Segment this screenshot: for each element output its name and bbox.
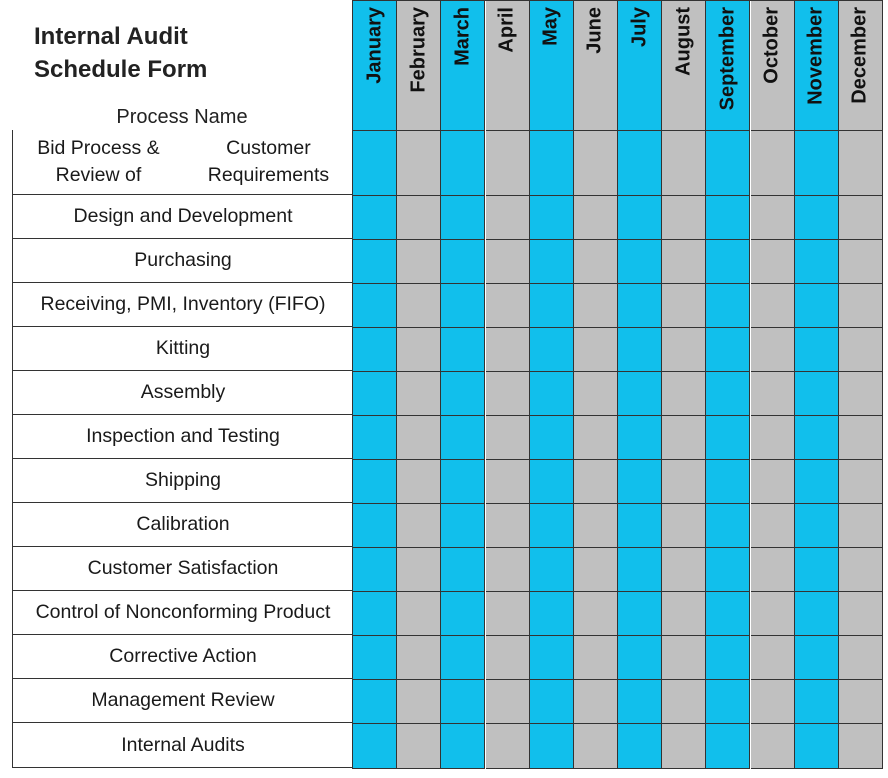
schedule-cell[interactable] [397,196,441,240]
process-name-text: Internal Audits [121,733,245,756]
schedule-cell[interactable] [839,284,883,328]
schedule-cell[interactable] [706,504,750,548]
month-header-may [530,1,574,131]
schedule-cell[interactable] [839,416,883,460]
schedule-cell[interactable] [795,504,839,548]
schedule-cell[interactable] [353,196,397,240]
schedule-cell[interactable] [662,240,706,284]
schedule-cell[interactable] [795,460,839,504]
schedule-cell[interactable] [353,592,397,636]
process-row-label [13,283,353,327]
process-name-header: Process Name [116,106,248,128]
schedule-cell[interactable] [486,284,530,328]
schedule-cell[interactable] [795,328,839,372]
schedule-cell[interactable] [618,372,662,416]
process-column [12,130,353,768]
schedule-cell[interactable] [706,724,750,769]
schedule-cell[interactable] [486,372,530,416]
schedule-cell[interactable] [795,131,839,196]
schedule-cell[interactable] [706,460,750,504]
schedule-cell[interactable] [530,328,574,372]
process-name-text: Bid Process & Review of [37,137,160,186]
schedule-cell[interactable] [486,680,530,724]
schedule-cell[interactable] [397,240,441,284]
schedule-cell[interactable] [618,592,662,636]
schedule-cell[interactable] [751,724,795,769]
schedule-cell[interactable] [397,680,441,724]
schedule-cell[interactable] [574,131,618,196]
schedule-cell[interactable] [574,284,618,328]
schedule-cell[interactable] [441,592,485,636]
process-row-label [13,503,353,547]
process-name-text: Kitting [155,337,211,359]
process-row-label [13,591,353,635]
schedule-cell[interactable] [486,724,530,769]
schedule-cell[interactable] [839,504,883,548]
month-label: December [848,7,871,104]
schedule-cell[interactable] [839,372,883,416]
form-title [34,20,207,86]
schedule-cell[interactable] [397,372,441,416]
schedule-cell[interactable] [662,460,706,504]
schedule-cell[interactable] [441,284,485,328]
process-row-label [13,723,353,768]
month-header-december [839,1,883,131]
schedule-cell[interactable] [530,636,574,680]
schedule-cell[interactable] [751,416,795,460]
schedule-cell[interactable] [530,680,574,724]
process-name-text: Corrective Action [109,645,257,667]
schedule-cell[interactable] [397,416,441,460]
schedule-cell[interactable] [530,724,574,769]
schedule-cell[interactable] [486,460,530,504]
schedule-cell[interactable] [618,131,662,196]
schedule-cell[interactable] [574,680,618,724]
schedule-cell[interactable] [706,592,750,636]
form-title-line-1: Internal Audit [34,23,188,50]
schedule-cell[interactable] [618,460,662,504]
month-header-march [441,1,485,131]
schedule-cell[interactable] [751,328,795,372]
schedule-cell[interactable] [662,548,706,592]
month-header-february [397,1,441,131]
schedule-cell[interactable] [441,680,485,724]
schedule-cell[interactable] [618,504,662,548]
schedule-cell[interactable] [441,724,485,769]
month-header-july [618,1,662,131]
schedule-cell[interactable] [706,328,750,372]
month-header-august [662,1,706,131]
schedule-cell[interactable] [353,680,397,724]
schedule-cell[interactable] [795,680,839,724]
schedule-cell[interactable] [530,284,574,328]
schedule-cell[interactable] [706,131,750,196]
schedule-cell[interactable] [486,328,530,372]
schedule-cell[interactable] [353,548,397,592]
schedule-cell[interactable] [839,636,883,680]
schedule-cell[interactable] [839,240,883,284]
schedule-cell[interactable] [574,240,618,284]
month-grid [352,0,883,769]
schedule-cell[interactable] [353,131,397,196]
process-row-label [13,195,353,239]
process-name-text: Design and Development [73,205,293,227]
month-label: January [363,7,386,84]
month-label: April [495,7,518,53]
schedule-cell[interactable] [441,636,485,680]
schedule-cell[interactable] [795,196,839,240]
schedule-cell[interactable] [618,680,662,724]
month-label: February [407,7,430,93]
schedule-cell[interactable] [795,372,839,416]
schedule-cell[interactable] [397,636,441,680]
schedule-cell[interactable] [706,196,750,240]
schedule-cell[interactable] [706,372,750,416]
schedule-cell[interactable] [441,504,485,548]
schedule-cell[interactable] [839,724,883,769]
month-label: July [628,7,651,48]
schedule-cell[interactable] [574,548,618,592]
schedule-cell[interactable] [353,416,397,460]
process-name-text: Control of Nonconforming Product [35,601,331,623]
schedule-cell[interactable] [530,196,574,240]
schedule-cell[interactable] [751,460,795,504]
process-row-label [13,239,353,283]
schedule-cell[interactable] [662,504,706,548]
month-header-january [353,1,397,131]
schedule-cell[interactable] [353,328,397,372]
process-name-text: Management Review [91,689,275,711]
schedule-cell[interactable] [706,416,750,460]
schedule-cell[interactable] [574,592,618,636]
schedule-cell[interactable] [662,328,706,372]
schedule-cell[interactable] [530,460,574,504]
schedule-cell[interactable] [574,724,618,769]
process-row-label [13,459,353,503]
schedule-cell[interactable] [397,504,441,548]
schedule-cell[interactable] [751,680,795,724]
schedule-cell[interactable] [839,131,883,196]
schedule-cell[interactable] [441,196,485,240]
schedule-cell[interactable] [486,548,530,592]
schedule-cell[interactable] [441,240,485,284]
month-header-april [486,1,530,131]
schedule-cell[interactable] [574,372,618,416]
process-row-label [13,635,353,679]
schedule-cell[interactable] [795,724,839,769]
process-row-label [13,547,353,591]
schedule-cell[interactable] [662,284,706,328]
schedule-cell[interactable] [839,196,883,240]
schedule-cell[interactable] [839,328,883,372]
schedule-cell[interactable] [353,460,397,504]
schedule-cell[interactable] [795,592,839,636]
process-name-text: Purchasing [134,249,232,271]
schedule-cell[interactable] [574,460,618,504]
month-label: September [716,7,739,111]
schedule-cell[interactable] [397,548,441,592]
schedule-cell[interactable] [530,592,574,636]
process-name-text: Shipping [145,469,221,491]
month-header-october [751,1,795,131]
schedule-cell[interactable] [397,284,441,328]
schedule-cell[interactable] [353,504,397,548]
schedule-cell[interactable] [839,548,883,592]
schedule-cell[interactable] [662,636,706,680]
schedule-cell[interactable] [751,592,795,636]
month-label: August [672,7,695,76]
schedule-cell[interactable] [618,284,662,328]
schedule-cell[interactable] [795,636,839,680]
schedule-cell[interactable] [353,372,397,416]
schedule-cell[interactable] [397,724,441,769]
schedule-cell[interactable] [795,548,839,592]
schedule-cell[interactable] [441,131,485,196]
schedule-cell[interactable] [441,372,485,416]
schedule-cell[interactable] [441,416,485,460]
schedule-cell[interactable] [530,131,574,196]
process-name-text: Inspection and Testing [86,425,280,447]
schedule-cell[interactable] [574,416,618,460]
schedule-cell[interactable] [353,284,397,328]
process-row-label [13,679,353,723]
schedule-cell[interactable] [662,724,706,769]
schedule-cell[interactable] [662,680,706,724]
process-row-label [13,327,353,371]
schedule-cell[interactable] [353,240,397,284]
form-title-line-2: Schedule Form [34,56,208,83]
schedule-cell[interactable] [751,284,795,328]
schedule-cell[interactable] [618,328,662,372]
schedule-cell[interactable] [795,416,839,460]
schedule-cell[interactable] [662,372,706,416]
schedule-cell[interactable] [530,372,574,416]
schedule-cell[interactable] [574,328,618,372]
schedule-cell[interactable] [618,636,662,680]
schedule-cell[interactable] [397,460,441,504]
schedule-cell[interactable] [397,592,441,636]
schedule-cell[interactable] [751,240,795,284]
schedule-cell[interactable] [486,416,530,460]
schedule-cell[interactable] [751,372,795,416]
month-label: November [804,7,827,105]
process-name-text: Customer Satisfaction [87,557,279,579]
schedule-cell[interactable] [530,240,574,284]
schedule-cell[interactable] [795,240,839,284]
process-name-text: Calibration [136,513,230,535]
schedule-cell[interactable] [662,416,706,460]
process-name-text: Receiving, PMI, Inventory (FIFO) [40,293,326,315]
schedule-cell[interactable] [486,196,530,240]
month-label: June [583,7,606,54]
month-label: March [451,7,474,66]
schedule-cell[interactable] [574,196,618,240]
process-row-label [13,371,353,415]
schedule-cell[interactable] [486,592,530,636]
schedule-cell[interactable] [706,680,750,724]
schedule-cell[interactable] [530,416,574,460]
schedule-cell[interactable] [839,460,883,504]
schedule-cell[interactable] [706,636,750,680]
schedule-cell[interactable] [397,131,441,196]
schedule-cell[interactable] [618,240,662,284]
schedule-cell[interactable] [441,460,485,504]
schedule-cell[interactable] [574,504,618,548]
schedule-cell[interactable] [706,284,750,328]
month-label: October [760,7,783,84]
schedule-cell[interactable] [751,548,795,592]
month-label: May [539,7,562,46]
schedule-cell[interactable] [486,504,530,548]
schedule-cell[interactable] [441,548,485,592]
schedule-cell[interactable] [839,592,883,636]
schedule-cell[interactable] [530,548,574,592]
schedule-cell[interactable] [618,416,662,460]
schedule-cell[interactable] [530,504,574,548]
schedule-cell[interactable] [397,328,441,372]
process-row-label [13,415,353,459]
process-row-label [13,130,353,195]
month-header-november [795,1,839,131]
schedule-cell[interactable] [751,636,795,680]
schedule-cell[interactable] [353,724,397,769]
schedule-cell[interactable] [839,680,883,724]
process-name-text: Customer Requirements [207,137,330,186]
schedule-cell[interactable] [795,284,839,328]
schedule-cell[interactable] [574,636,618,680]
month-header-june [574,1,618,131]
schedule-cell[interactable] [486,636,530,680]
schedule-cell[interactable] [486,240,530,284]
schedule-cell[interactable] [751,504,795,548]
schedule-cell[interactable] [751,196,795,240]
schedule-cell[interactable] [751,131,795,196]
schedule-cell[interactable] [662,131,706,196]
schedule-cell[interactable] [662,196,706,240]
schedule-cell[interactable] [353,636,397,680]
schedule-cell[interactable] [706,240,750,284]
schedule-cell[interactable] [618,548,662,592]
schedule-cell[interactable] [706,548,750,592]
schedule-cell[interactable] [486,131,530,196]
month-header-september [706,1,750,131]
schedule-cell[interactable] [441,328,485,372]
schedule-cell[interactable] [618,196,662,240]
process-name-text: Assembly [140,381,226,403]
schedule-cell[interactable] [618,724,662,769]
schedule-cell[interactable] [662,592,706,636]
